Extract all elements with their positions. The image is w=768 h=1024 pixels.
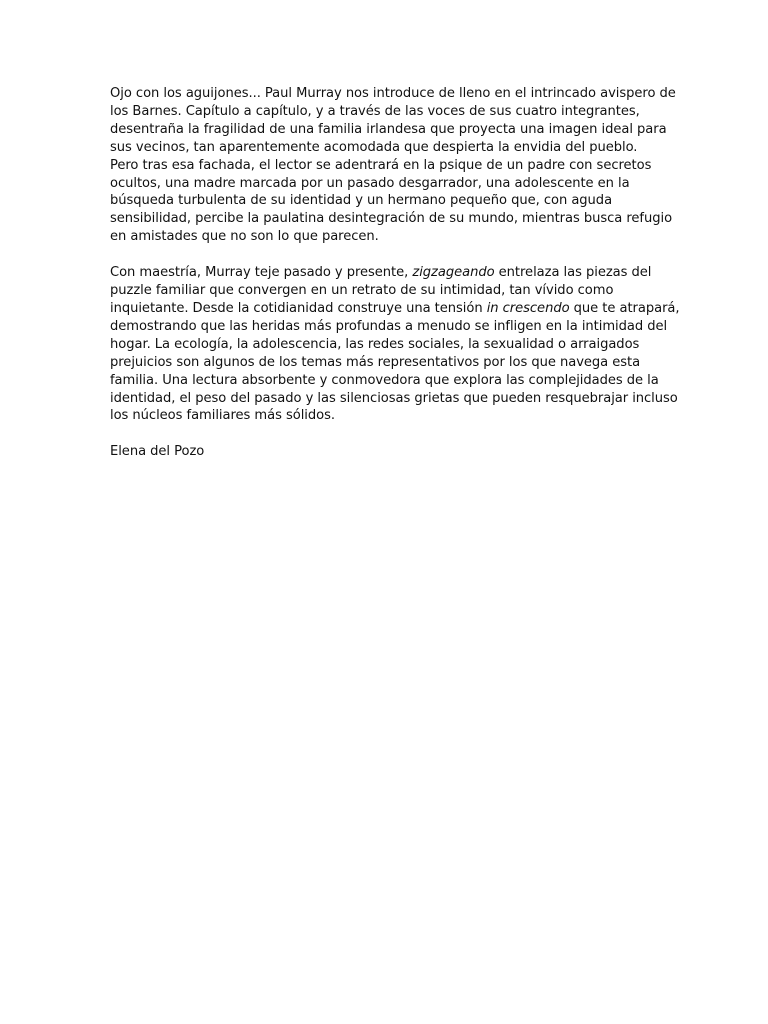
text-line: los Barnes. Capítulo a capítulo, y a través de las voces de sus cuatro integrantes,: [110, 103, 640, 119]
text-line: ocultos, una madre marcada por un pasado desgarrador, una adolescente en la: [110, 175, 630, 191]
text-line: familia. Una lectura absorbente y conmovedora que explora las complejidades de la: [110, 372, 659, 388]
text-segment: Con maestría, Murray teje pasado y presente,: [110, 265, 413, 281]
document-body: [110, 85, 680, 461]
text-line: [110, 264, 666, 282]
text-segment: entrelaza las piezas del: [494, 265, 652, 281]
text-line: [110, 300, 680, 318]
text-line: búsqueda turbulenta de su identidad y un hermano pequeño que, con aguda: [110, 193, 613, 209]
text-line: los núcleos familiares más sólidos.: [110, 408, 336, 424]
italic-term: in crescendo: [486, 300, 570, 316]
text-line: Pero tras esa fachada, el lector se adentrará en la psique de un padre con secretos: [110, 157, 652, 173]
author-signature: Elena del Pozo: [110, 444, 205, 460]
text-line: hogar. La ecología, la adolescencia, las redes sociales, la sexualidad o arraigados: [110, 336, 640, 352]
paragraph-analysis: [110, 264, 680, 425]
italic-term: zigzageando: [412, 265, 495, 281]
text-segment: inquietante. Desde la cotidianidad construye una tensión: [110, 300, 487, 316]
text-line: prejuicios son algunos de los temas más representativos por los que navega esta: [110, 354, 641, 370]
text-line: puzzle familiar que convergen en un retrato de su intimidad, tan vívido como: [110, 283, 614, 299]
text-line: demostrando que las heridas más profundas a menudo se infligen en la intimidad del: [110, 318, 668, 334]
text-segment: que te atrapará,: [569, 300, 680, 316]
text-line: Ojo con los aguijones... Paul Murray nos introduce de lleno en el intrincado avispero de: [110, 86, 676, 101]
text-line: sus vecinos, tan aparentemente acomodada que despierta la envidia del pueblo.: [110, 139, 638, 155]
text-line: en amistades que no son lo que parecen.: [110, 229, 379, 245]
text-line: desentraña la fragilidad de una familia irlandesa que proyecta una imagen ideal para: [110, 121, 667, 137]
paragraph-intro: [110, 85, 676, 246]
text-line: identidad, el peso del pasado y las silenciosas grietas que pueden resquebrajar incluso: [110, 390, 678, 406]
text-line: sensibilidad, percibe la paulatina desintegración de su mundo, mientras busca refugio: [110, 211, 673, 227]
